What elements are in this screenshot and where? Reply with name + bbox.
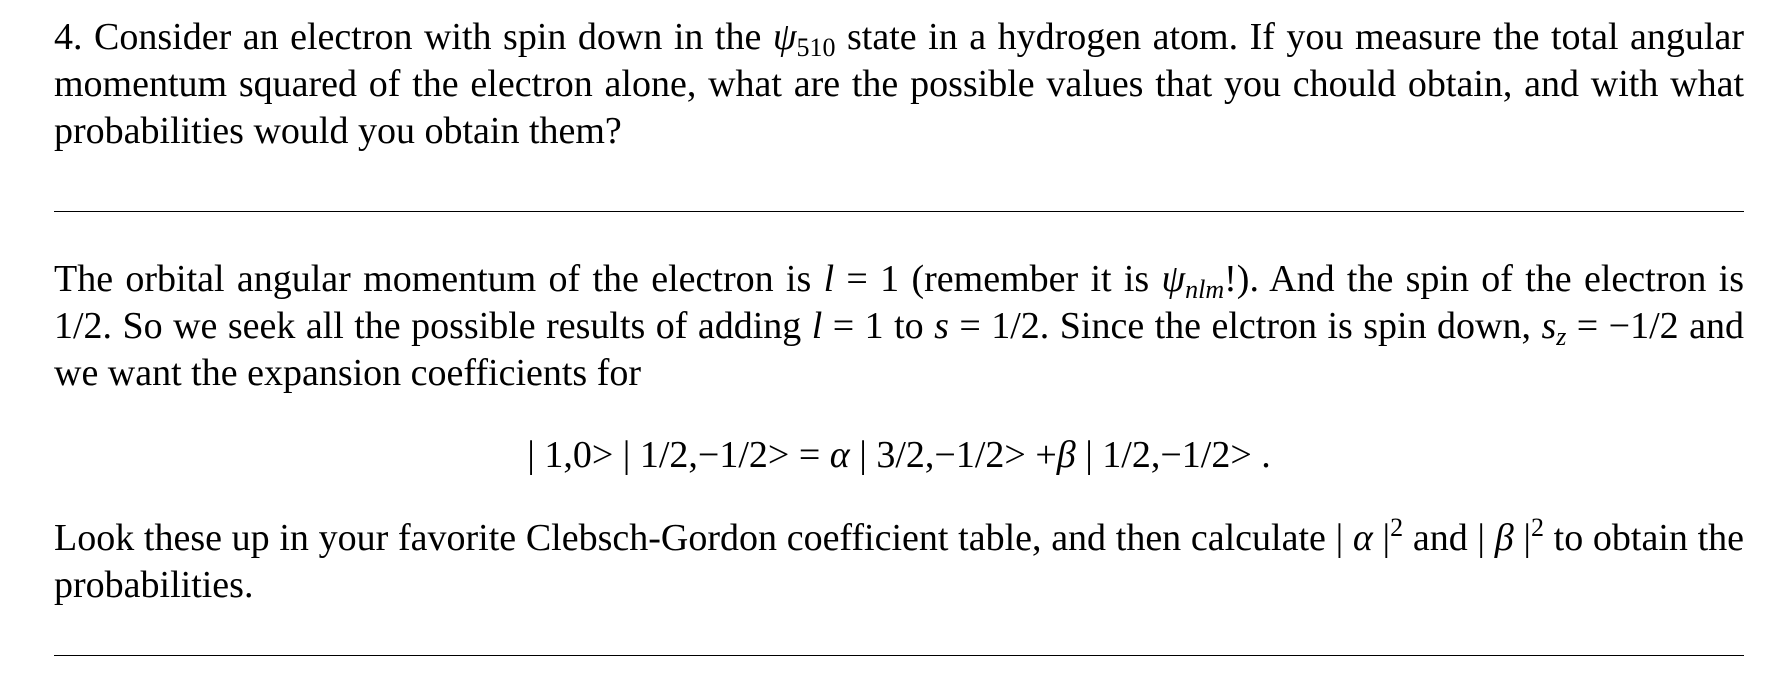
- lookup-paragraph: [54, 515, 1744, 609]
- lookup-text-2: |: [1372, 517, 1391, 559]
- s-variable: s: [934, 305, 949, 347]
- answer-paragraph: [54, 256, 1744, 397]
- alpha-symbol: α: [829, 434, 850, 476]
- clebsch-gordan-equation: [54, 432, 1744, 479]
- l-variable: l: [823, 258, 835, 300]
- equation-term-1: | 3/2,−1/2> +: [849, 434, 1057, 476]
- answer-text-2: = 1 (remember it is: [834, 258, 1162, 300]
- beta-symbol: β: [1056, 434, 1076, 476]
- answer-text-3: !). And the spin of the electron is 1/2. So we seek all the possible results of adding: [54, 258, 1744, 347]
- divider-bottom: [54, 655, 1744, 656]
- equation-term-2: | 1/2,−1/2> .: [1075, 434, 1271, 476]
- psi-nlm-symbol: ψ: [1161, 258, 1186, 300]
- l-variable-2: l: [811, 305, 823, 347]
- square-exponent-2: 2: [1530, 513, 1544, 542]
- lookup-text-4: |: [1513, 517, 1531, 559]
- psi-subscript: 510: [796, 33, 836, 62]
- alpha-symbol-2: α: [1352, 517, 1373, 559]
- psi-nlm-subscript: nlm: [1185, 275, 1225, 304]
- answer-text-1: The orbital angular momentum of the electron is: [54, 258, 824, 300]
- psi-symbol: ψ: [772, 16, 797, 58]
- answer-text-4: = 1 to: [822, 305, 935, 347]
- sz-subscript: z: [1556, 322, 1567, 351]
- question-paragraph: [54, 14, 1744, 155]
- equation-lhs: | 1,0> | 1/2,−1/2> =: [527, 434, 830, 476]
- answer-text-5: = 1/2. Since the elctron is spin down,: [948, 305, 1542, 347]
- question-text-2: state in a hydrogen atom. If you measure the total angular momentum squared of the electron alone, what are the possible values that you chould obtain, and with what probabilities would you obtain them?: [54, 16, 1744, 152]
- lookup-text-3: and |: [1403, 517, 1495, 559]
- beta-symbol-2: β: [1494, 517, 1514, 559]
- square-exponent-1: 2: [1390, 513, 1404, 542]
- lookup-text-5: to obtain the probabilities.: [54, 517, 1745, 606]
- lookup-text-1: Look these up in your favorite Clebsch-Gordon coefficient table, and then calculate |: [54, 517, 1353, 559]
- divider-top: [54, 211, 1744, 212]
- sz-variable: s: [1541, 305, 1557, 347]
- answer-text-6: = −1/2 and we want the expansion coefficients for: [54, 305, 1744, 394]
- document-page: [54, 14, 1744, 656]
- question-text-1: 4. Consider an electron with spin down in the: [54, 16, 773, 58]
